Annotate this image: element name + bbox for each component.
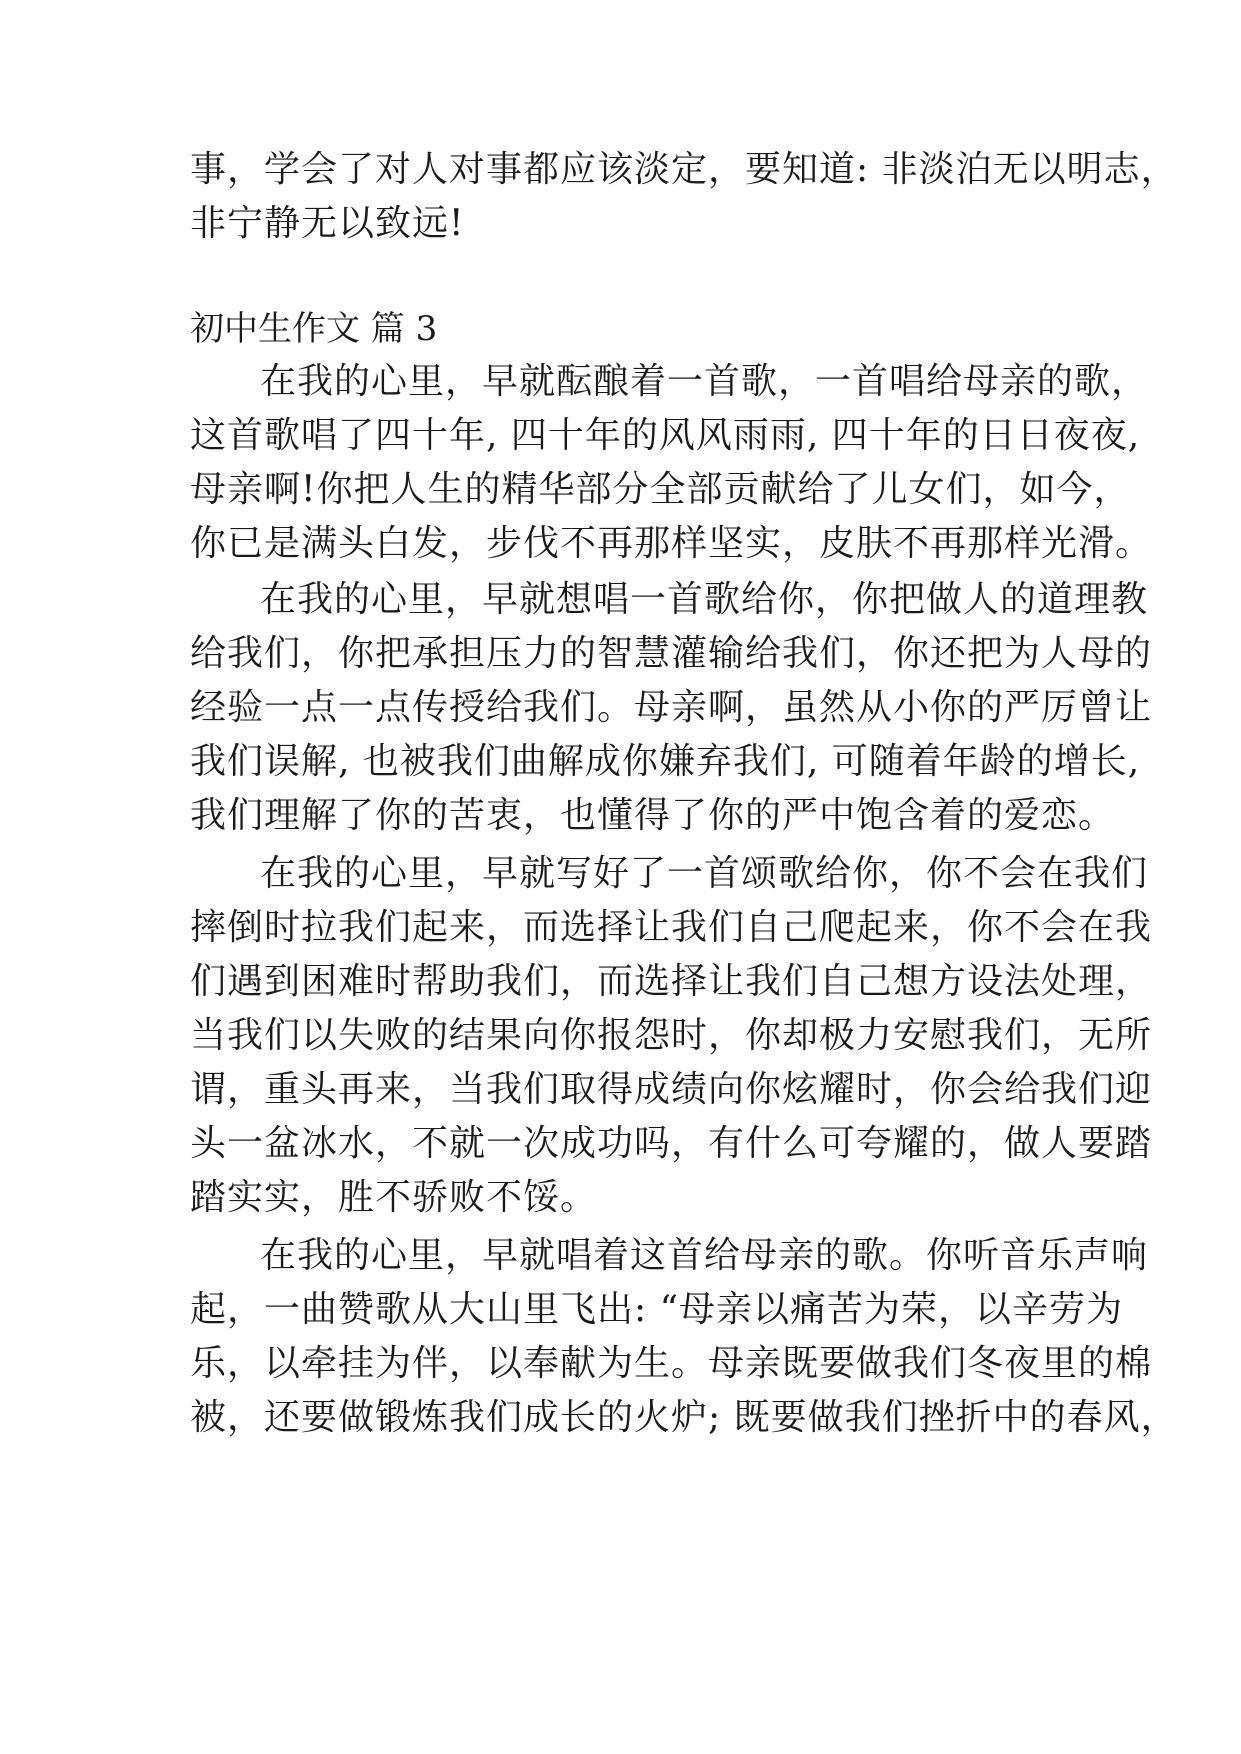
paragraph-1-line: 这首歌唱了四十年, 四十年的风风雨雨, 四十年的日日夜夜, bbox=[190, 415, 1141, 456]
paragraph-3-line: 们遇到困难时帮助我们，而选择让我们自己想方设法处理， bbox=[190, 961, 1153, 1002]
paragraph-3-line: 摔倒时拉我们起来，而选择让我们自己爬起来，你不会在我 bbox=[190, 907, 1153, 948]
paragraph-2-line: 经验一点一点传授给我们。母亲啊，虽然从小你的严厉曾让 bbox=[190, 687, 1153, 728]
paragraph-3-line: 谓，重头再来，当我们取得成绩向你炫耀时，你会给我们迎 bbox=[190, 1069, 1153, 1110]
paragraph-1-line: 母亲啊!你把人生的精华部分全部贡献给了儿女们，如今， bbox=[190, 469, 1131, 510]
paragraph-4-line: 被，还要做锻炼我们成长的火炉; 既要做我们挫折中的春风， bbox=[190, 1397, 1178, 1438]
paragraph-2-line: 我们误解, 也被我们曲解成你嫌弃我们, 可随着年龄的增长, bbox=[190, 741, 1141, 782]
paragraph-4-line: 在我的心里，早就唱着这首给母亲的歌。你听音乐声响 bbox=[260, 1235, 1149, 1276]
paragraph-4-line: 乐，以牵挂为伴，以奉献为生。母亲既要做我们冬夜里的棉 bbox=[190, 1343, 1153, 1384]
paragraph-1-line: 你已是满头白发，步伐不再那样坚实，皮肤不再那样光滑。 bbox=[190, 523, 1153, 564]
text-line: 事，学会了对人对事都应该淡定，要知道: 非淡泊无以明志， bbox=[190, 149, 1178, 190]
paragraph-1-line: 在我的心里，早就酝酿着一首歌，一首唱给母亲的歌， bbox=[260, 361, 1149, 402]
paragraph-3-line: 当我们以失败的结果向你报怨时，你却极力安慰我们，无所 bbox=[190, 1015, 1153, 1056]
paragraph-2-line: 给我们，你把承担压力的智慧灌输给我们，你还把为人母的 bbox=[190, 633, 1153, 674]
paragraph-3-line: 头一盆冰水，不就一次成功吗，有什么可夸耀的，做人要踏 bbox=[190, 1123, 1153, 1164]
paragraph-4-line: 起，一曲赞歌从大山里飞出: “母亲以痛苦为荣，以辛劳为 bbox=[190, 1289, 1123, 1330]
paragraph-3-line: 踏实实，胜不骄败不馁。 bbox=[190, 1177, 598, 1218]
paragraph-2-line: 我们理解了你的苦衷，也懂得了你的严中饱含着的爱恋。 bbox=[190, 795, 1116, 836]
paragraph-2-line: 在我的心里，早就想唱一首歌给你，你把做人的道理教 bbox=[260, 579, 1149, 620]
section-title: 初中生作文 篇 3 bbox=[190, 309, 438, 349]
text-line: 非宁静无以致远! bbox=[190, 203, 465, 244]
paragraph-3-line: 在我的心里，早就写好了一首颂歌给你，你不会在我们 bbox=[260, 853, 1149, 894]
